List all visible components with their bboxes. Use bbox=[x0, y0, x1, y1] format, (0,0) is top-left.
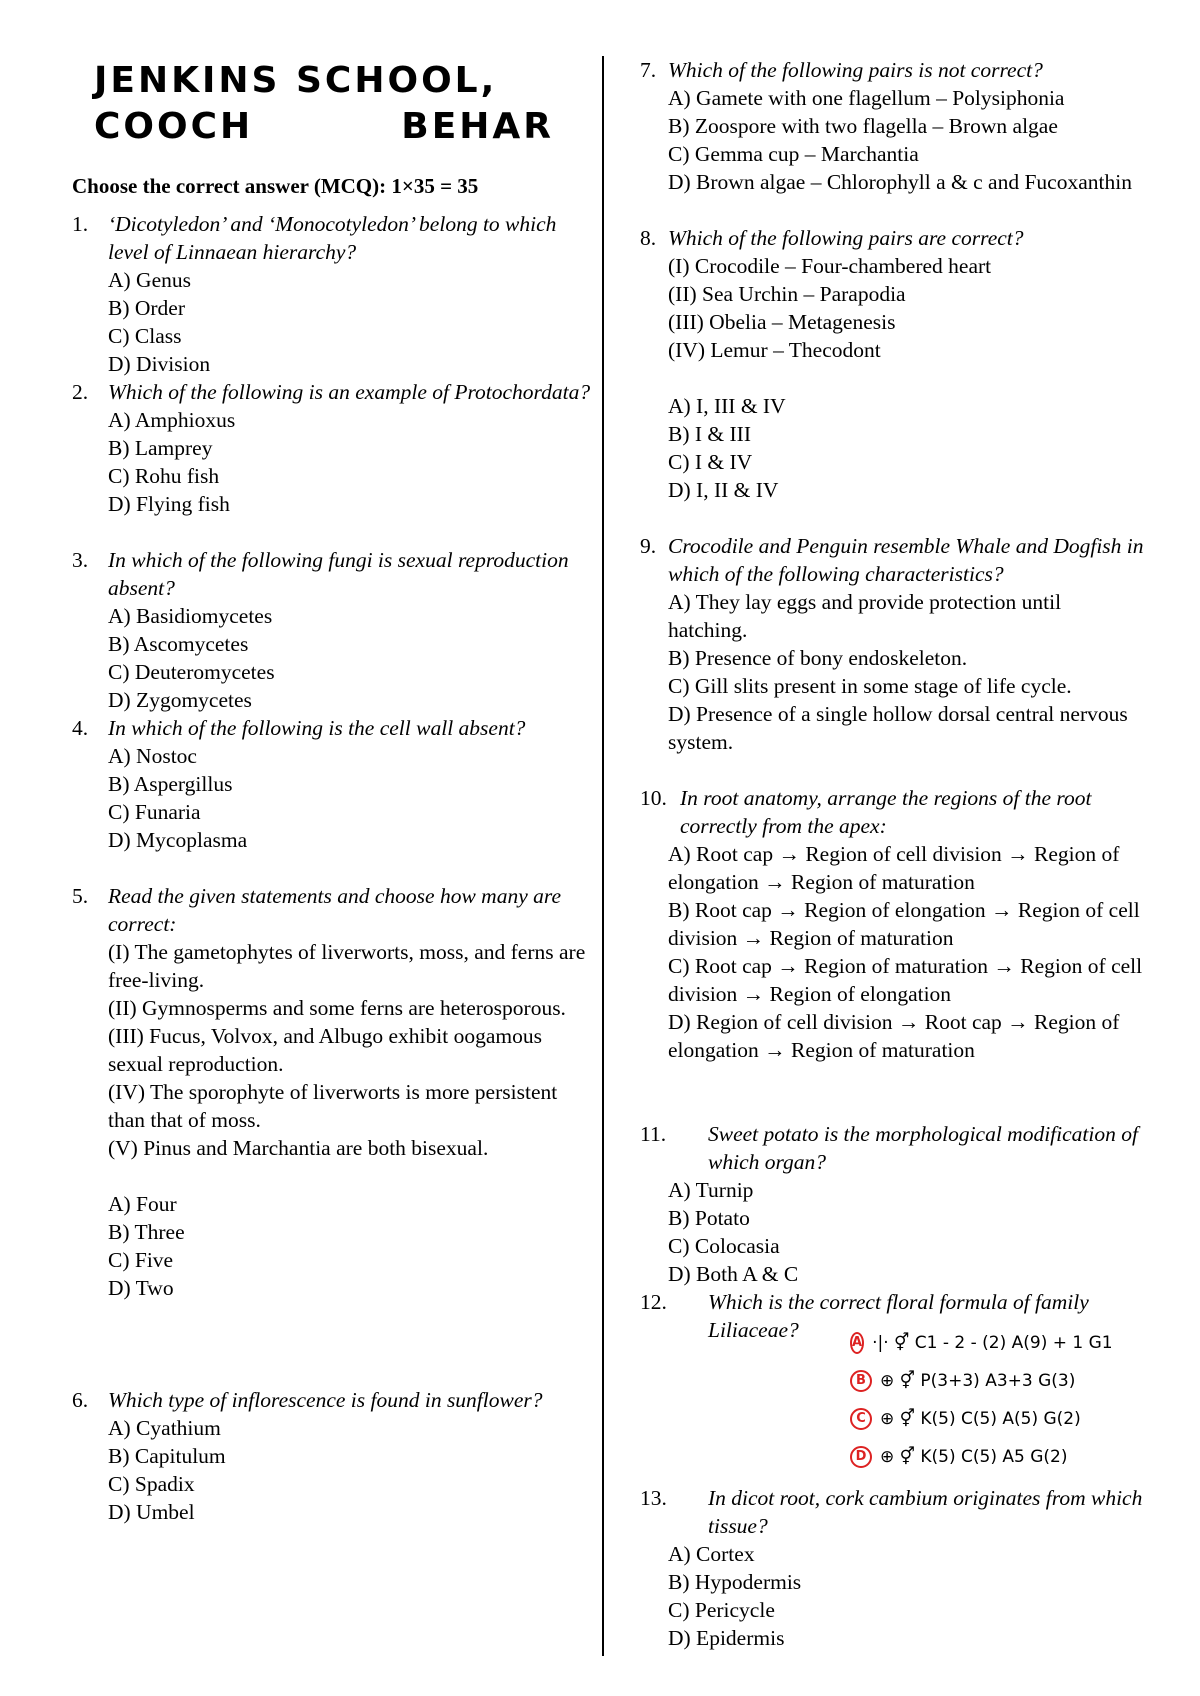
question-10 bbox=[640, 784, 1145, 1064]
option: B) I & III bbox=[668, 422, 751, 446]
school-name-line2b: BEHAR bbox=[401, 106, 554, 147]
question-number: 2. bbox=[72, 380, 89, 404]
option: C) Deuteromycetes bbox=[108, 660, 275, 684]
option: A) I, III & IV bbox=[668, 394, 786, 418]
option: B) Zoospore with two flagella – Brown algae bbox=[668, 114, 1058, 138]
option: C) Gill slits present in some stage of life cycle. bbox=[668, 674, 1072, 698]
option-badge: C bbox=[850, 1408, 872, 1430]
option: C) Colocasia bbox=[668, 1234, 780, 1258]
instructions: Choose the correct answer (MCQ): 1×35 = 35 bbox=[72, 174, 479, 198]
question-text: Read the given statements and choose how many are correct: bbox=[108, 884, 561, 936]
option: A) Gamete with one flagellum – Polysiphonia bbox=[668, 86, 1065, 110]
option: D) Two bbox=[108, 1276, 174, 1300]
statement: (III) Fucus, Volvox, and Albugo exhibit oogamous sexual reproduction. bbox=[108, 1024, 542, 1076]
question-number: 7. bbox=[640, 58, 657, 82]
option: A) Cyathium bbox=[108, 1416, 221, 1440]
option: B) Potato bbox=[668, 1206, 750, 1230]
option: C) Pericycle bbox=[668, 1598, 775, 1622]
option: C) Five bbox=[108, 1248, 174, 1272]
option: A) Turnip bbox=[668, 1178, 754, 1202]
option: A) Root cap → Region of cell division → Region of elongation → Region of maturation bbox=[668, 842, 1120, 894]
option: C) Class bbox=[108, 324, 182, 348]
formula-text: ·|· ⚥ C1 - 2 - (2) A(9) + 1 G1 bbox=[872, 1333, 1113, 1353]
formula-option bbox=[850, 1438, 1110, 1476]
option: C) Gemma cup – Marchantia bbox=[668, 142, 919, 166]
question-text: Which type of inflorescence is found in sunflower? bbox=[108, 1388, 543, 1412]
option: B) Hypodermis bbox=[668, 1570, 802, 1594]
option: B) Aspergillus bbox=[108, 772, 233, 796]
question-text: Crocodile and Penguin resemble Whale and Dogfish in which of the following characteristics? bbox=[668, 534, 1144, 586]
option: A) Amphioxus bbox=[108, 408, 236, 432]
question-4 bbox=[72, 714, 592, 854]
question-number: 13. bbox=[640, 1486, 667, 1510]
statement: (I) The gametophytes of liverworts, moss, and ferns are free-living. bbox=[108, 940, 586, 992]
option: C) I & IV bbox=[668, 450, 753, 474]
option: D) Region of cell division → Root cap → Region of elongation → Region of maturation bbox=[668, 1010, 1120, 1062]
formula-option bbox=[850, 1362, 1110, 1400]
formula-text: ⊕ ⚥ K(5) C(5) A5 G(2) bbox=[880, 1447, 1068, 1467]
question-number: 11. bbox=[640, 1122, 667, 1146]
question-text: In which of the following is the cell wall absent? bbox=[108, 716, 526, 740]
option: C) Root cap → Region of maturation → Region of cell division → Region of elongation bbox=[668, 954, 1143, 1006]
option: D) Mycoplasma bbox=[108, 828, 248, 852]
question-12 bbox=[640, 1288, 1145, 1467]
question-text: In which of the following fungi is sexual reproduction absent? bbox=[108, 548, 569, 600]
option: D) I, II & IV bbox=[668, 478, 779, 502]
question-1 bbox=[72, 210, 592, 378]
question-number: 5. bbox=[72, 884, 89, 908]
question-6 bbox=[72, 1386, 592, 1526]
formula-option bbox=[850, 1400, 1110, 1438]
option: D) Zygomycetes bbox=[108, 688, 252, 712]
option-badge: D bbox=[850, 1446, 872, 1468]
option: C) Funaria bbox=[108, 800, 201, 824]
formula-option bbox=[850, 1324, 1113, 1362]
statement: (III) Obelia – Metagenesis bbox=[668, 310, 896, 334]
question-text: In root anatomy, arrange the regions of the root correctly from the apex: bbox=[680, 786, 1092, 838]
question-text: In dicot root, cork cambium originates from which tissue? bbox=[708, 1486, 1143, 1538]
option-badge: B bbox=[850, 1370, 872, 1392]
question-number: 12. bbox=[640, 1290, 667, 1314]
option: D) Both A & C bbox=[668, 1262, 799, 1286]
option: A) Nostoc bbox=[108, 744, 197, 768]
question-2 bbox=[72, 378, 592, 518]
option: D) Brown algae – Chlorophyll a & c and Fucoxanthin bbox=[668, 170, 1132, 194]
statement: (I) Crocodile – Four-chambered heart bbox=[668, 254, 992, 278]
statement: (V) Pinus and Marchantia are both bisexual. bbox=[108, 1136, 489, 1160]
option: A) Cortex bbox=[668, 1542, 755, 1566]
statement: (II) Sea Urchin – Parapodia bbox=[668, 282, 906, 306]
option: B) Capitulum bbox=[108, 1444, 226, 1468]
question-text: Which of the following is an example of Protochordata? bbox=[108, 380, 591, 404]
question-text: Sweet potato is the morphological modification of which organ? bbox=[708, 1122, 1138, 1174]
option: D) Presence of a single hollow dorsal central nervous system. bbox=[668, 702, 1128, 754]
question-number: 8. bbox=[640, 226, 657, 250]
option: C) Spadix bbox=[108, 1472, 195, 1496]
question-number: 1. bbox=[72, 212, 89, 236]
question-number: 4. bbox=[72, 716, 89, 740]
option: D) Division bbox=[108, 352, 211, 376]
option: C) Rohu fish bbox=[108, 464, 220, 488]
school-name bbox=[94, 58, 554, 150]
option: A) They lay eggs and provide protection until hatching. bbox=[668, 590, 1062, 642]
question-text: Which is the correct floral formula of family Liliaceae? bbox=[708, 1290, 1089, 1342]
option: B) Three bbox=[108, 1220, 185, 1244]
question-number: 3. bbox=[72, 548, 89, 572]
option: D) Flying fish bbox=[108, 492, 230, 516]
question-11 bbox=[640, 1120, 1145, 1288]
question-text: ‘Dicotyledon’ and ‘Monocotyledon’ belong to which level of Linnaean hierarchy? bbox=[108, 212, 557, 264]
question-5 bbox=[72, 882, 592, 1302]
school-name-line1: JENKINS SCHOOL, bbox=[94, 60, 498, 101]
question-text: Which of the following pairs is not correct? bbox=[668, 58, 1043, 82]
floral-formula-options bbox=[850, 1324, 1113, 1476]
question-13 bbox=[640, 1484, 1145, 1652]
question-number: 6. bbox=[72, 1388, 89, 1412]
option: B) Ascomycetes bbox=[108, 632, 249, 656]
statement: (IV) Lemur – Thecodont bbox=[668, 338, 881, 362]
option: B) Lamprey bbox=[108, 436, 213, 460]
option: B) Presence of bony endoskeleton. bbox=[668, 646, 968, 670]
option: A) Four bbox=[108, 1192, 177, 1216]
question-3 bbox=[72, 546, 592, 714]
option: D) Epidermis bbox=[668, 1626, 785, 1650]
option: A) Basidiomycetes bbox=[108, 604, 273, 628]
question-9 bbox=[640, 532, 1145, 756]
option: A) Genus bbox=[108, 268, 191, 292]
formula-text: ⊕ ⚥ K(5) C(5) A(5) G(2) bbox=[880, 1409, 1081, 1429]
option-badge: A bbox=[850, 1332, 864, 1354]
question-number: 9. bbox=[640, 534, 657, 558]
statement: (IV) The sporophyte of liverworts is more persistent than that of moss. bbox=[108, 1080, 558, 1132]
question-number: 10. bbox=[640, 786, 667, 810]
formula-text: ⊕ ⚥ P(3+3) A3+3 G(3) bbox=[880, 1371, 1076, 1391]
question-text: Which of the following pairs are correct? bbox=[668, 226, 1024, 250]
statement: (II) Gymnosperms and some ferns are heterosporous. bbox=[108, 996, 566, 1020]
question-7 bbox=[640, 56, 1145, 196]
option: D) Umbel bbox=[108, 1500, 195, 1524]
option: B) Root cap → Region of elongation → Region of cell division → Region of maturation bbox=[668, 898, 1140, 950]
column-divider bbox=[602, 56, 604, 1656]
question-8 bbox=[640, 224, 1145, 504]
option: B) Order bbox=[108, 296, 186, 320]
school-name-line2a: COOCH bbox=[94, 106, 254, 147]
